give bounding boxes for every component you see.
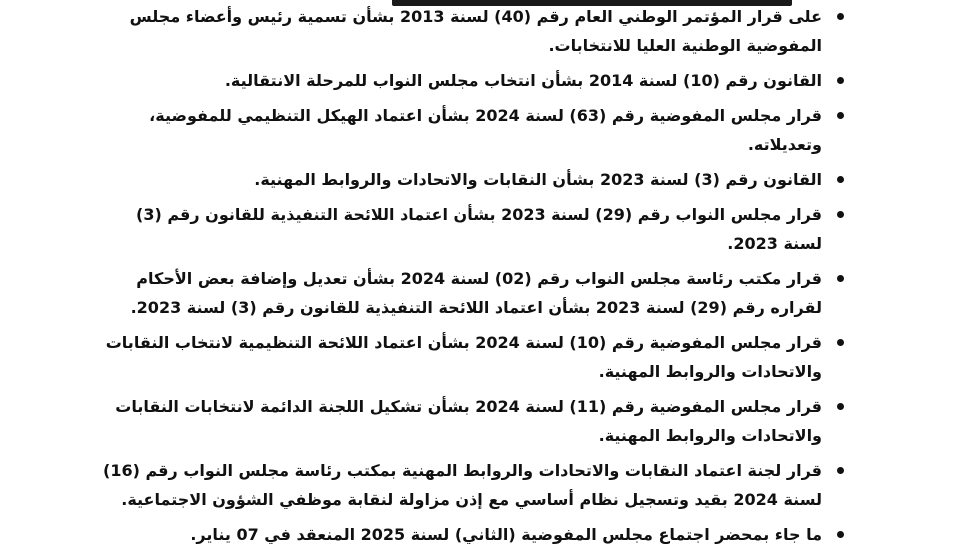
- bullet-icon: [837, 339, 844, 346]
- clause-text: قرار مجلس المفوضية رقم (11) لسنة 2024 بشأن تشكيل اللجنة الدائمة لانتخابات النقابات والاتحادات والروابط المهنية.: [115, 397, 822, 445]
- clause-text: ما جاء بمحضر اجتماع مجلس المفوضية (الثاني) لسنة 2025 المنعقد في 07 يناير.: [190, 525, 822, 544]
- list-item: [92, 392, 850, 450]
- bullet-icon: [837, 275, 844, 282]
- clause-text: قرار مجلس المفوضية رقم (63) لسنة 2024 بشأن اعتماد الهيكل التنظيمي للمفوضية، وتعديلاته.: [149, 106, 822, 154]
- list-item: [92, 101, 850, 159]
- bullet-icon: [837, 77, 844, 84]
- clause-text: قرار مجلس النواب رقم (29) لسنة 2023 بشأن اعتماد اللائحة التنفيذية للقانون رقم (3) لسنة 2023.: [136, 205, 822, 253]
- list-item: [92, 456, 850, 514]
- list-item: [92, 2, 850, 60]
- list-item: [92, 66, 850, 95]
- bullet-icon: [837, 176, 844, 183]
- bullet-icon: [837, 112, 844, 119]
- list-item: [92, 200, 850, 258]
- list-item: [92, 264, 850, 322]
- bullet-icon: [837, 13, 844, 20]
- clause-text: قرار مجلس المفوضية رقم (10) لسنة 2024 بشأن اعتماد اللائحة التنظيمية لانتخاب النقابات والاتحادات والروابط المهنية.: [105, 333, 822, 381]
- clause-text: القانون رقم (3) لسنة 2023 بشأن النقابات والاتحادات والروابط المهنية.: [254, 170, 822, 189]
- list-item: [92, 328, 850, 386]
- clause-text: قرار مكتب رئاسة مجلس النواب رقم (02) لسنة 2024 بشأن تعديل وإضافة بعض الأحكام لقراره رقم (29) لسنة 2023 بشأن اعتماد اللائحة التنفيذية للقانون رقم (3) لسنة 2023.: [130, 269, 822, 317]
- bullet-icon: [837, 211, 844, 218]
- clause-text: القانون رقم (10) لسنة 2014 بشأن انتخاب مجلس النواب للمرحلة الانتقالية.: [224, 71, 822, 90]
- bullet-icon: [837, 403, 844, 410]
- legal-basis-list: [92, 2, 850, 555]
- list-item: [92, 520, 850, 549]
- clause-text: على قرار المؤتمر الوطني العام رقم (40) لسنة 2013 بشأن تسمية رئيس وأعضاء مجلس المفوضية الوطنية العليا للانتخابات.: [129, 7, 822, 55]
- bullet-icon: [837, 531, 844, 538]
- list-item: [92, 165, 850, 194]
- clause-text: قرار لجنة اعتماد النقابات والاتحادات والروابط المهنية بمكتب رئاسة مجلس النواب رقم (16) لسنة 2024 بقيد وتسجيل نظام أساسي مع إذن مزاولة لنقابة موظفي الشؤون الاجتماعية.: [103, 461, 822, 509]
- bullet-icon: [837, 467, 844, 474]
